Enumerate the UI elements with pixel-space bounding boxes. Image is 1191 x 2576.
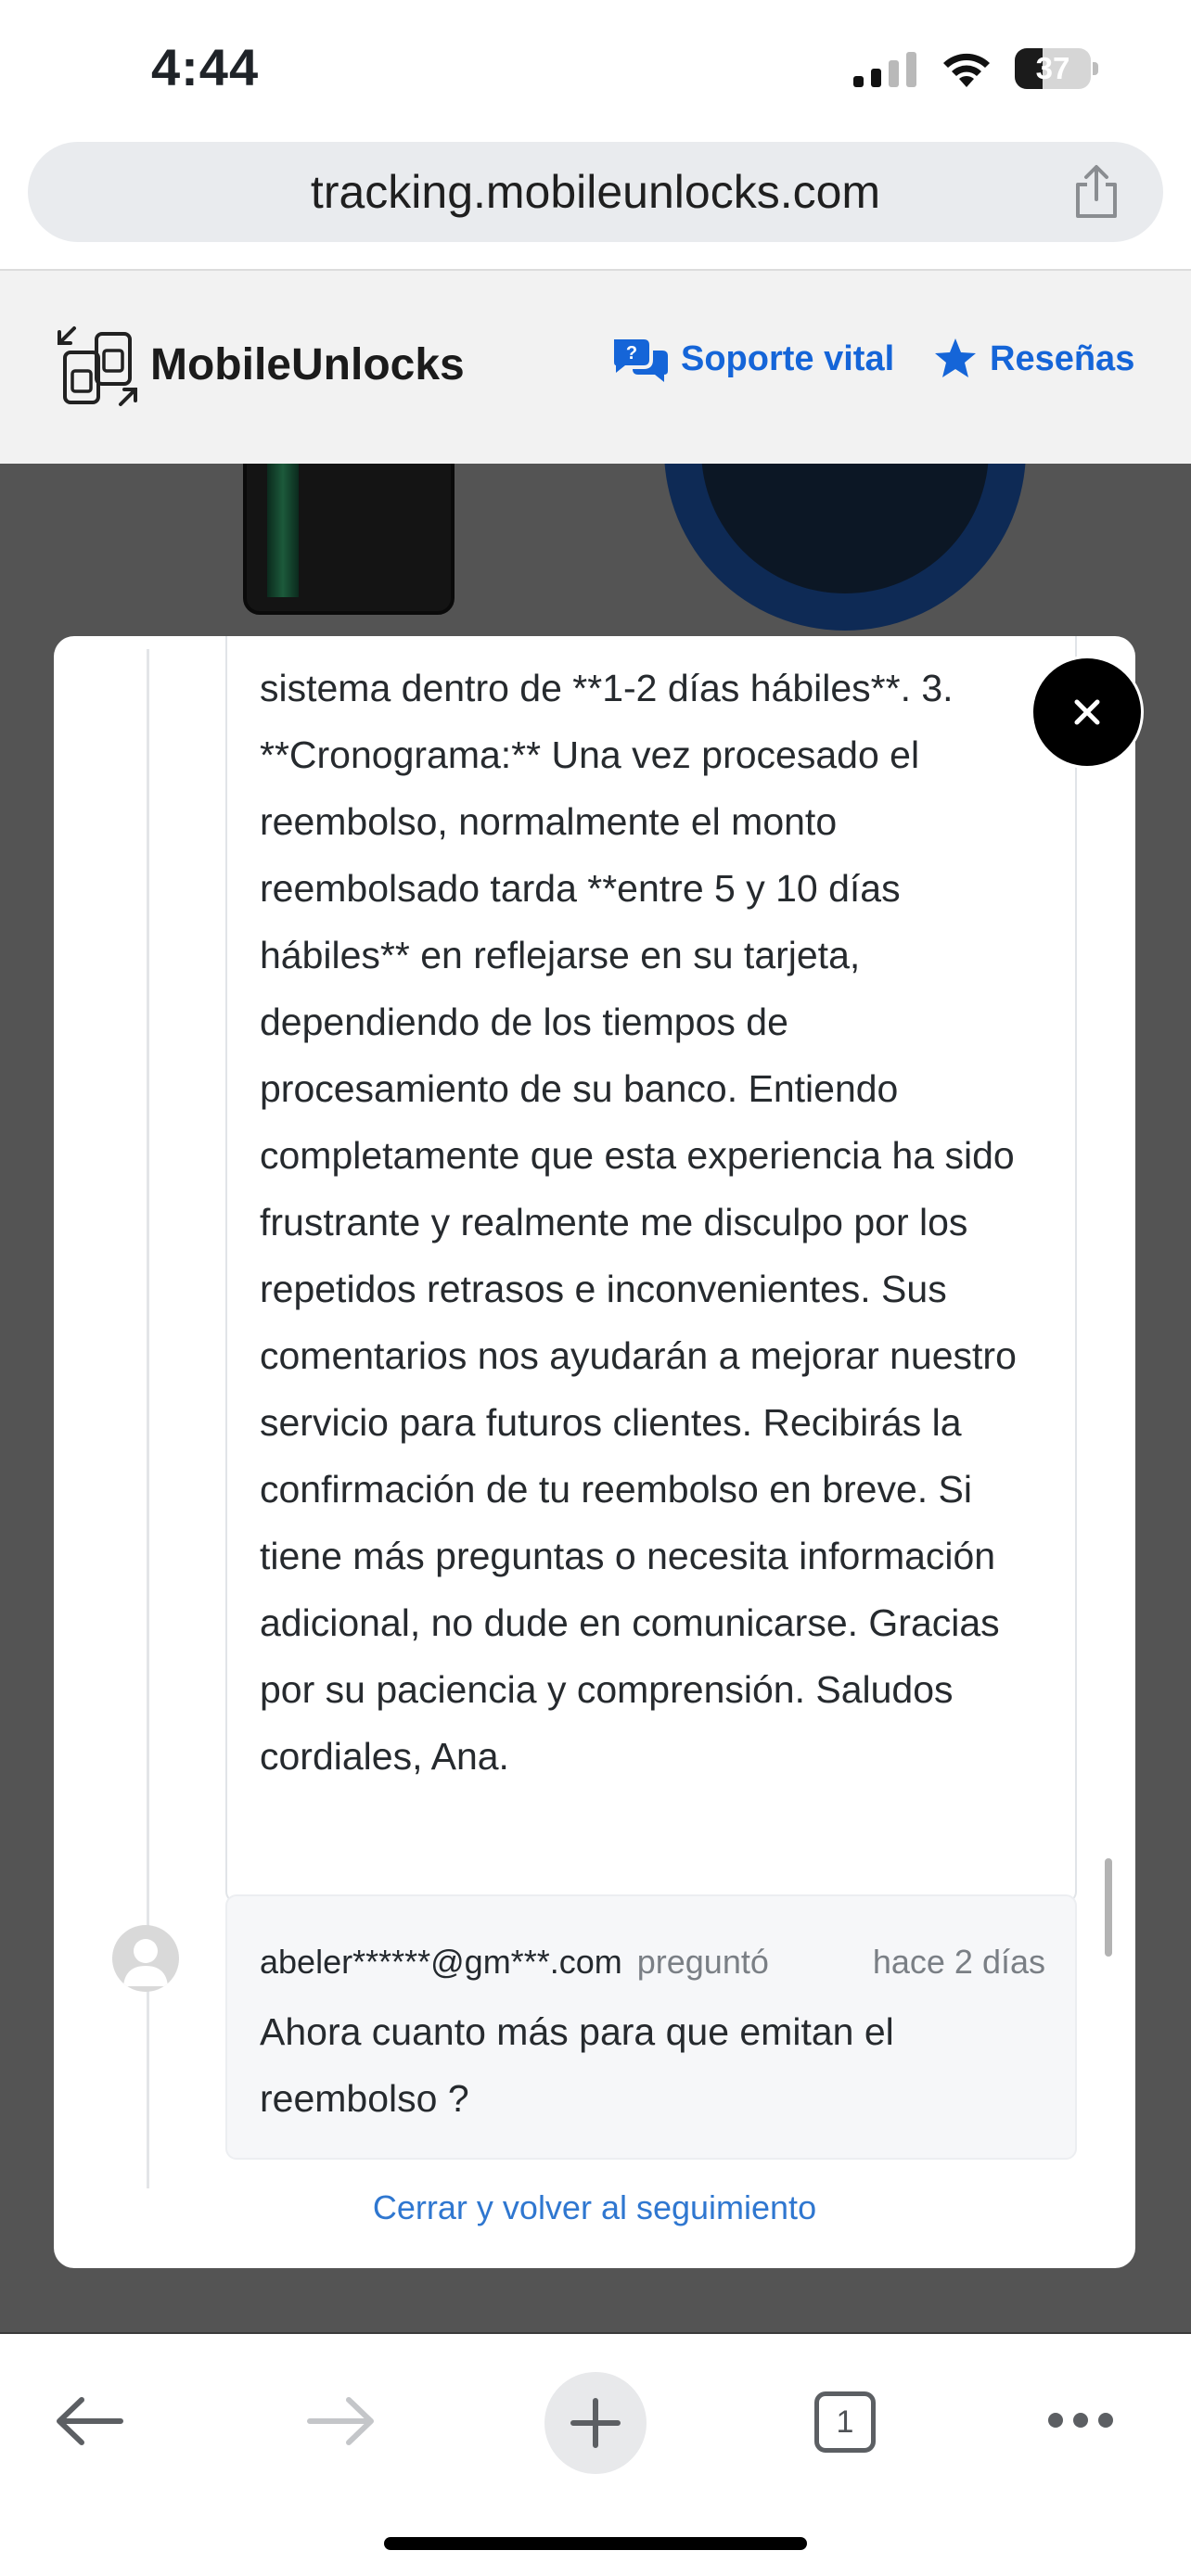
status-time: 4:44 xyxy=(151,38,260,96)
status-icons xyxy=(853,48,1098,89)
answer-text: sistema dentro de **1-2 días hábiles**. 3. **Cronograma:** Una vez procesado el reembolso, normalmente el monto reembolsado tarda **entre 5 y 10 días hábiles** en reflejarse en su tarjeta, dependiendo de los tiempos de procesamiento de su banco. Entiendo completamente que esta experiencia ha sido frustrante y realmente me disculpo por los repetidos retrasos e inconvenientes. Sus comentarios nos ayudarán a mejorar nuestro servicio para futuros clientes. Recibirás la confirmación de tu reembolso en breve. Si tiene más preguntas o necesita información adicional, no dude en comunicarse. Gracias por su paciencia y comprensión. Saludos cordiales, Ana. xyxy=(260,667,1017,1778)
answer-card xyxy=(225,636,1077,1903)
forward-arrow-icon[interactable] xyxy=(306,2392,377,2450)
battery-icon xyxy=(1015,48,1098,89)
brand-name[interactable]: MobileUnlocks xyxy=(150,340,465,389)
question-card xyxy=(225,1894,1077,2160)
star-icon xyxy=(932,336,979,382)
close-and-return-link[interactable]: Cerrar y volver al seguimiento xyxy=(372,2188,817,2226)
user-icon xyxy=(112,1925,179,1992)
share-icon[interactable] xyxy=(1067,162,1126,222)
question-meta xyxy=(260,1943,769,1982)
back-arrow-icon[interactable] xyxy=(54,2392,124,2450)
close-button[interactable] xyxy=(1033,658,1141,766)
nav-support-label[interactable]: Soporte vital xyxy=(681,338,895,378)
wifi-icon xyxy=(939,48,994,89)
avatar xyxy=(112,1925,179,1992)
chat-bubbles-icon xyxy=(610,336,670,382)
status-bar xyxy=(0,0,1191,139)
question-verb: preguntó xyxy=(636,1943,769,1981)
svg-text:?: ? xyxy=(625,343,638,363)
phone-product-image xyxy=(243,464,455,615)
more-icon[interactable] xyxy=(1046,2411,1115,2429)
new-tab-button[interactable] xyxy=(544,2372,647,2474)
ring-product-image xyxy=(664,464,1026,631)
tabs-icon[interactable]: 1 xyxy=(814,2391,876,2453)
home-indicator[interactable] xyxy=(384,2537,807,2550)
close-icon xyxy=(1069,694,1106,731)
scrollbar[interactable] xyxy=(1105,1858,1112,1957)
new-tab-plus-icon xyxy=(568,2395,623,2451)
question-timestamp: hace 2 días xyxy=(872,1943,1045,1981)
signal-icon xyxy=(853,50,918,87)
site-header xyxy=(0,269,1191,465)
sim-swap-logo-icon xyxy=(56,325,139,408)
address-bar[interactable] xyxy=(28,142,1163,242)
nav-reviews-link[interactable] xyxy=(932,336,1134,382)
conversation-modal xyxy=(54,636,1135,2268)
question-author: abeler******@gm***.com xyxy=(260,1943,622,1981)
nav-support-link[interactable] xyxy=(610,336,894,382)
question-text: Ahora cuanto más para que emitan el reembolso ? xyxy=(260,2010,894,2120)
battery-level: 37 xyxy=(1035,51,1070,85)
nav-reviews-label[interactable]: Reseñas xyxy=(990,338,1135,378)
url-text[interactable]: tracking.mobileunlocks.com xyxy=(310,166,881,218)
